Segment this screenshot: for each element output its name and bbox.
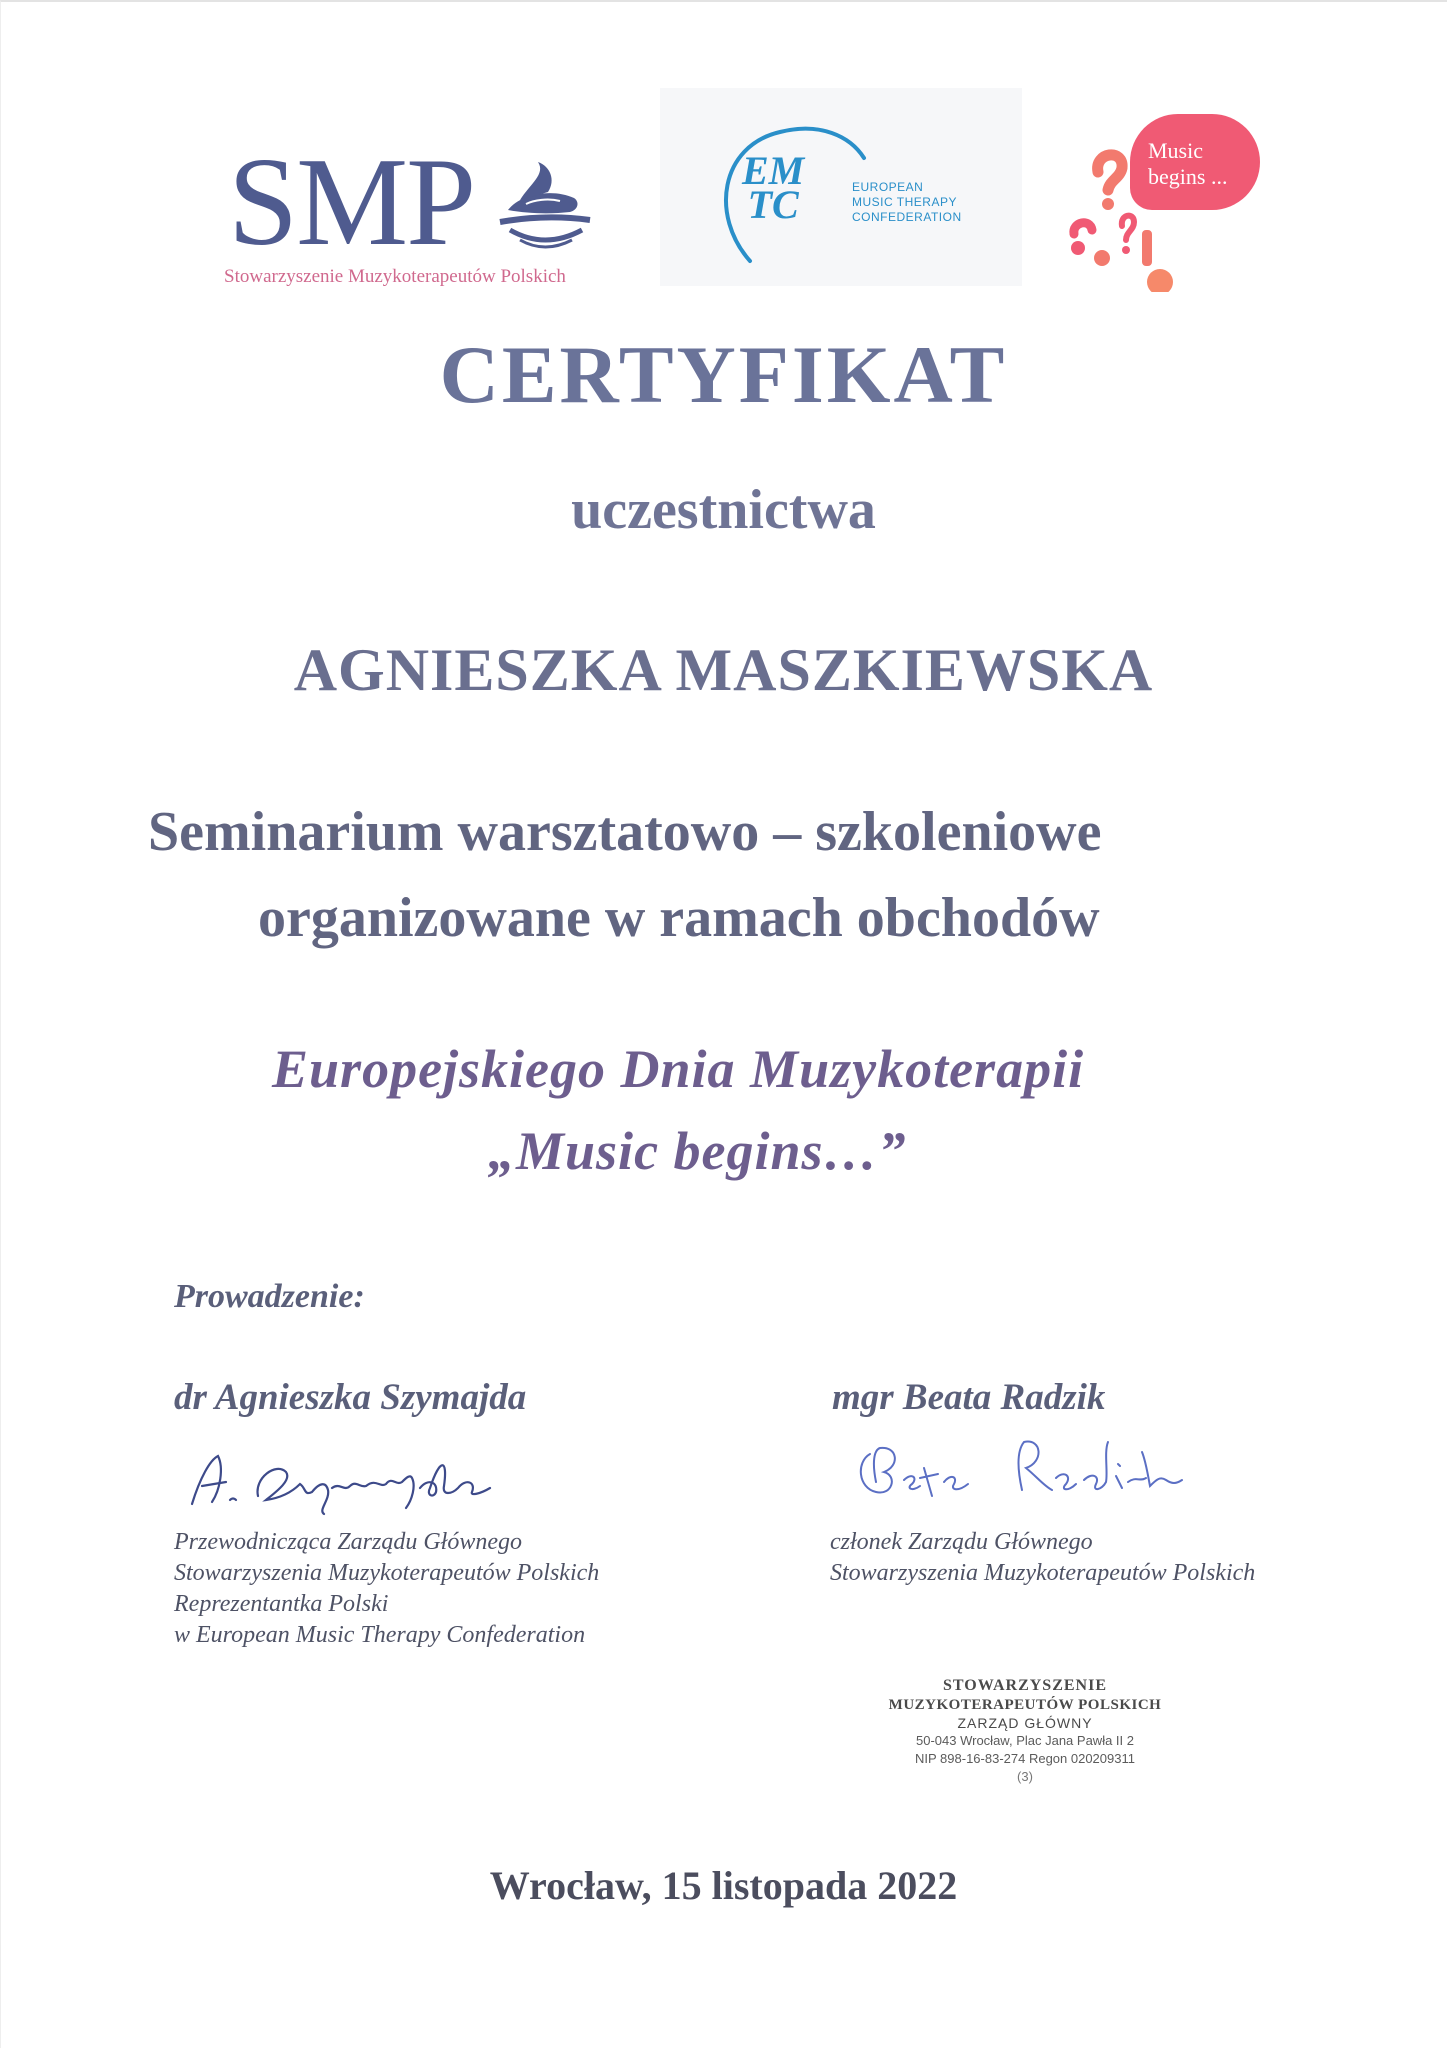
leader-2-signature (846, 1432, 1206, 1506)
music-begins-line-1: Music (1148, 138, 1203, 163)
organization-stamp (860, 1676, 1190, 1786)
smp-logo-letters: SMP (228, 133, 475, 272)
certificate-subtitle: uczestnictwa (571, 479, 876, 541)
stamp-line-2: MUZYKOTERAPEUTÓW POLSKICH (888, 1697, 1162, 1713)
seminar-line-1: Seminarium warsztatowo – szkoleniowe (148, 801, 1102, 863)
emtc-line-3: CONFEDERATION (852, 210, 962, 224)
seminar-line-2: organizowane w ramach obchodów (258, 887, 1100, 949)
emtc-letters (742, 148, 805, 227)
certificate-title: CERTYFIKAT (439, 329, 1008, 420)
smp-emblem-icon (490, 154, 600, 264)
stamp-line-3: ZARZĄD GŁÓWNY (957, 1715, 1093, 1731)
stamp-line-6: (3) (1017, 1769, 1033, 1784)
stamp-line-4: 50-043 Wrocław, Plac Jana Pawła II 2 (916, 1733, 1134, 1748)
leader-1-role (174, 1527, 599, 1651)
leader-1-role-line-2: Stowarzyszenia Muzykoterapeutów Polskich (174, 1560, 600, 1586)
stamp-line-5: NIP 898-16-83-274 Regon 020209311 (915, 1751, 1135, 1766)
music-begins-line-2: begins ... (1148, 164, 1228, 189)
stamp-line-1: STOWARZYSZENIE (943, 1677, 1107, 1694)
smp-logo (222, 133, 612, 300)
event-name-line-1: Europejskiego Dnia Muzykoterapii (272, 1039, 1085, 1099)
emtc-line-1: EUROPEAN (852, 180, 924, 194)
participant-name: AGNIESZKA MASZKIEWSKA (293, 637, 1154, 703)
leader-2-role-line-1: członek Zarządu Głównego (830, 1529, 1093, 1555)
emtc-letters-bottom: TC (747, 182, 799, 227)
music-begins-logo (1064, 112, 1274, 292)
leader-1-role-line-1: Przewodnicząca Zarządu Głównego (174, 1529, 522, 1555)
event-name-line-2: „Music begins…” (488, 1121, 907, 1181)
emtc-text (852, 180, 962, 225)
smp-logo-subtitle: Stowarzyszenie Muzykoterapeutów Polskich (224, 266, 566, 287)
leader-2-role-line-2: Stowarzyszenia Muzykoterapeutów Polskich (830, 1560, 1256, 1586)
emtc-letters-top: EM (742, 148, 805, 193)
leadership-label: Prowadzenie: (174, 1278, 365, 1315)
music-notes-icon (1064, 142, 1174, 292)
leader-2-name: mgr Beata Radzik (832, 1377, 1106, 1418)
leader-1-signature (180, 1438, 510, 1518)
emtc-logo (660, 88, 1022, 286)
leader-1-name: dr Agnieszka Szymajda (174, 1377, 527, 1418)
leader-1-role-line-4: w European Music Therapy Confederation (174, 1622, 586, 1648)
place-and-date: Wrocław, 15 listopada 2022 (489, 1863, 958, 1908)
leader-2-role (830, 1527, 1255, 1589)
leader-1-role-line-3: Reprezentantka Polski (174, 1591, 389, 1617)
emtc-line-2: MUSIC THERAPY (852, 195, 957, 209)
